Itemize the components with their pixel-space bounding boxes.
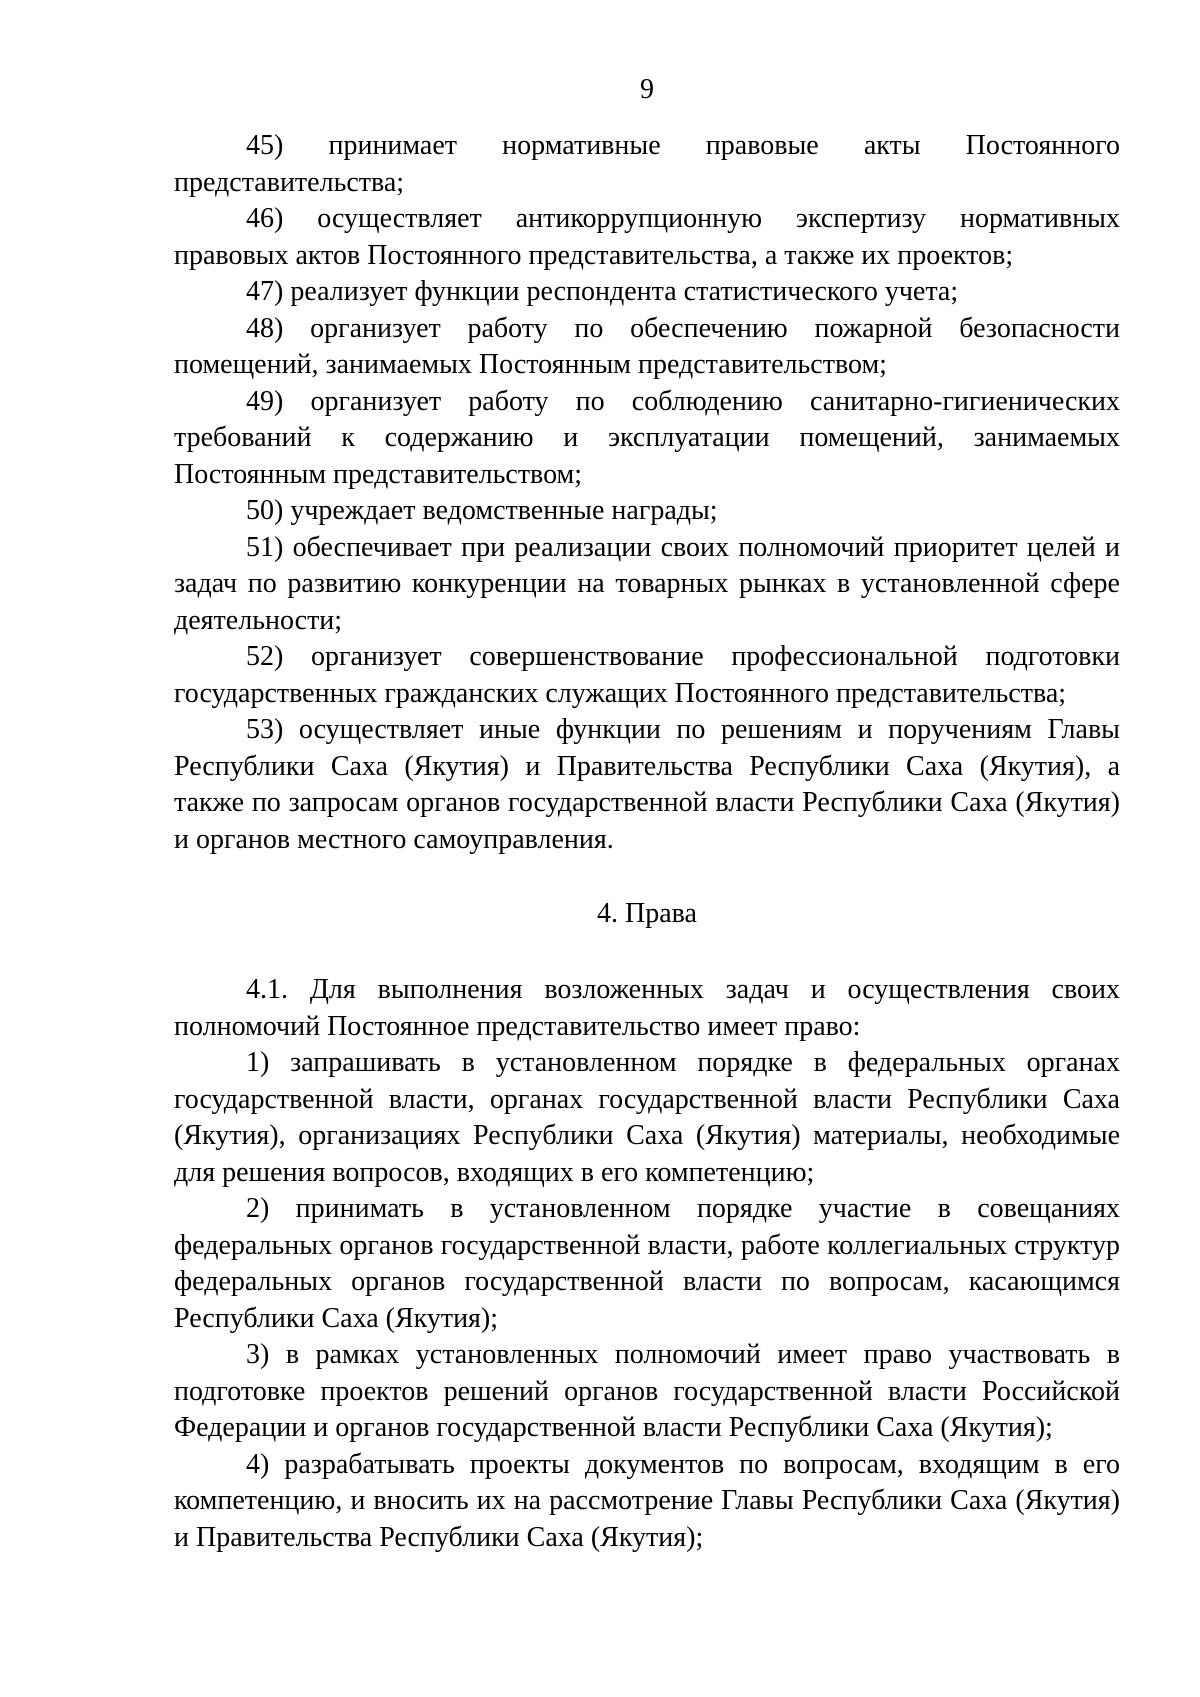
- list-item-48: 48) организует работу по обеспечению пожарной безопасности помещений, занимаемых Постоянным представительством;: [174, 312, 1120, 380]
- list-item-45: 45) принимает нормативные правовые акты Постоянного представительства;: [174, 130, 1120, 198]
- clause-4-1: 4.1. Для выполнения возложенных задач и осуществления своих полномочий Постоянное представительство имеет право:: [174, 974, 1120, 1042]
- rights-item-3: 3) в рамках установленных полномочий имеет право участвовать в подготовке проектов решений органов государственной власти Российской Федерации и органов государственной власти Республики Саха (Якутия);: [174, 1339, 1120, 1443]
- section-heading: 4. Права: [597, 898, 697, 929]
- list-item-47: 47) реализует функции респондента статистического учета;: [246, 276, 959, 307]
- rights-item-2: 2) принимать в установленном порядке участие в совещаниях федеральных органов государственной власти, работе коллегиальных структур федеральных органов государственной власти по вопросам, касающимся Республики Саха (Якутия);: [174, 1193, 1120, 1334]
- list-item-52: 52) организует совершенствование профессиональной подготовки государственных гражданских служащих Постоянного представительства;: [174, 641, 1120, 709]
- functions-list: [174, 128, 1120, 858]
- rights-list: [174, 972, 1120, 1556]
- list-item-51: 51) обеспечивает при реализации своих полномочий приоритет целей и задач по развитию конкуренции на товарных рынках в установленной сфере деятельности;: [174, 531, 1120, 636]
- page-number: 9: [640, 74, 654, 105]
- list-item-50: 50) учреждает ведомственные награды;: [246, 495, 718, 526]
- list-item-53: 53) осуществляет иные функции по решениям и поручениям Главы Республики Саха (Якутия) и Правительства Республики Саха (Якутия), а также по запросам органов государственной власти Республики Саха (Якутия) и органов местного самоуправления.: [174, 714, 1120, 855]
- list-item-49: 49) организует работу по соблюдению санитарно-гигиенических требований к содержанию и эксплуатации помещений, занимаемых Постоянным представительством;: [174, 385, 1120, 490]
- rights-item-4: 4) разрабатывать проекты документов по вопросам, входящим в его компетенцию, и вносить их на рассмотрение Главы Республики Саха (Якутия) и Правительства Республики Саха (Якутия);: [174, 1448, 1120, 1553]
- rights-item-1: 1) запрашивать в установленном порядке в федеральных органах государственной власти, органах государственной власти Республики Саха (Якутия), организациях Республики Саха (Якутия) материалы, необходимые для решения вопросов, входящих в его компетенцию;: [174, 1047, 1120, 1188]
- list-item-46: 46) осуществляет антикоррупционную экспертизу нормативных правовых актов Постоянного представительства, а также их проектов;: [174, 203, 1120, 271]
